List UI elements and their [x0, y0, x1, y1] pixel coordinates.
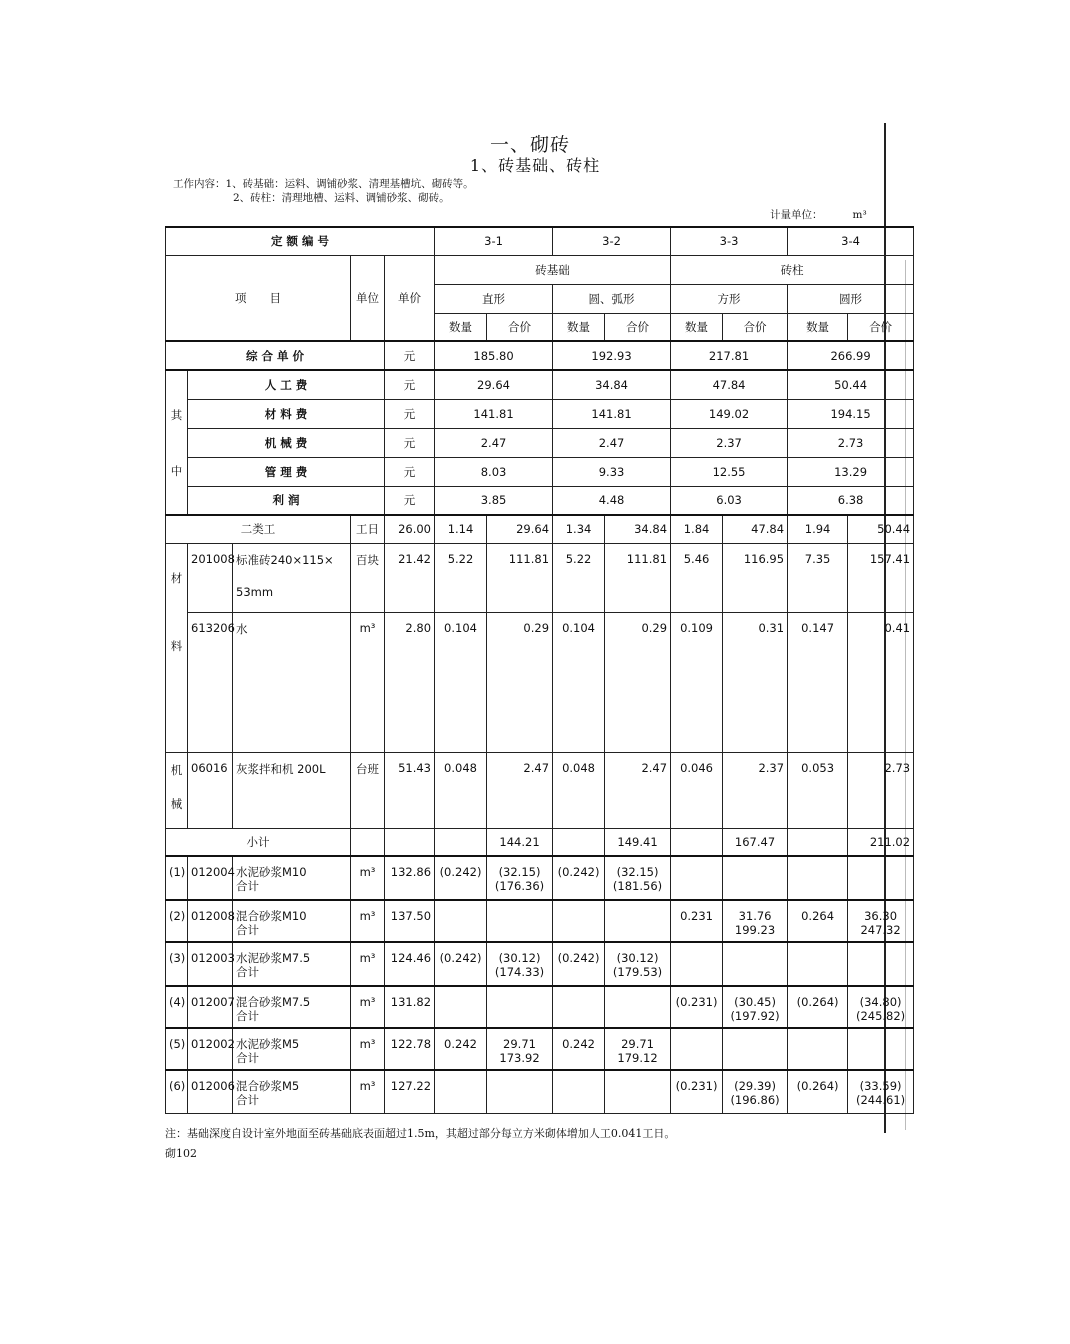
material-cell: 0.109: [671, 612, 723, 752]
cost-value: 3.85: [435, 486, 553, 515]
mortar-cell-total: (196.86): [730, 1093, 780, 1107]
subtotal-value: 167.47: [723, 828, 788, 856]
code-row: [166, 227, 914, 255]
mortar-cell: [435, 942, 487, 986]
mortar-no: (2): [166, 900, 188, 942]
mortar-cell-line: (0.242): [557, 865, 600, 879]
subtotal-value: 144.21: [487, 828, 553, 856]
section-title: 一、砌砖: [489, 134, 570, 156]
mortar-cell: [435, 1028, 487, 1070]
material-code: 613206: [188, 612, 233, 752]
mortar-cell-line: 0.242: [562, 1037, 595, 1051]
labor-cell: 1.34: [553, 515, 605, 543]
mortar-cell-total: (181.56): [612, 879, 663, 893]
mortar-name-line: 混合砂浆M7.5: [236, 995, 311, 1009]
mortar-cell-total: 247.32: [860, 923, 901, 937]
mortar-unit: m³: [351, 942, 385, 986]
summary-value: 217.81: [671, 341, 788, 370]
mortar-name: [233, 942, 351, 986]
mortar-no: (5): [166, 1028, 188, 1070]
mortar-cell: [788, 986, 848, 1028]
mortar-cell: [435, 1070, 487, 1113]
material-price: 21.42: [385, 543, 435, 612]
work-content: [173, 177, 474, 205]
cost-name: 人 工 费: [188, 370, 385, 399]
cost-value: 29.64: [435, 370, 553, 399]
sum-header: 合价: [848, 313, 914, 341]
cost-row-management: [166, 457, 914, 486]
labor-cell: 47.84: [723, 515, 788, 543]
cost-unit: 元: [385, 457, 435, 486]
subtotal-label: 小计: [166, 828, 351, 856]
mortar-cell-total: 173.92: [499, 1051, 540, 1065]
mortar-price: 137.50: [385, 900, 435, 942]
cost-name: 利 润: [188, 486, 385, 515]
type-round: 圆形: [788, 284, 914, 313]
cost-name: 管 理 费: [188, 457, 385, 486]
mortar-cell: [605, 1070, 671, 1113]
cost-value: 34.84: [553, 370, 671, 399]
labor-cell: 1.14: [435, 515, 487, 543]
cost-value: 2.73: [788, 428, 914, 457]
qty-header: 数量: [553, 313, 605, 341]
mortar-cell-line: (0.264): [796, 1079, 839, 1093]
machine-row: [166, 752, 914, 828]
cost-unit: 元: [385, 428, 435, 457]
mortar-cell-line: 36.30: [864, 909, 898, 923]
material-cell: 0.41: [848, 612, 914, 752]
mortar-name-total: 合计: [236, 923, 259, 937]
material-cell: 0.29: [605, 612, 671, 752]
material-unit: m³: [351, 612, 385, 752]
cost-unit: 元: [385, 486, 435, 515]
mortar-name-line: 水泥砂浆M10: [236, 865, 307, 879]
mortar-code: 012007: [188, 986, 233, 1028]
material-cell: 111.81: [605, 543, 671, 612]
mortar-name-total: 合计: [236, 1009, 259, 1023]
mortar-no: (6): [166, 1070, 188, 1113]
qty-header: 数量: [788, 313, 848, 341]
cost-row-machine: [166, 428, 914, 457]
mortar-cell: [671, 986, 723, 1028]
group-brick-foundation: 砖基础: [435, 255, 671, 284]
labor-name: 二类工: [166, 515, 351, 543]
material-label: 材 料: [166, 543, 188, 752]
mortar-cell: [723, 986, 788, 1028]
mortar-name: [233, 900, 351, 942]
code-label: 定 额 编 号: [166, 227, 435, 255]
cost-name: 机 械 费: [188, 428, 385, 457]
mortar-cell-total: (179.53): [612, 965, 663, 979]
mortar-code: 012002: [188, 1028, 233, 1070]
mortar-cell-line: (30.45): [734, 995, 776, 1009]
mortar-cell-line: 31.76: [738, 909, 772, 923]
mortar-name-line: 水泥砂浆M7.5: [236, 951, 311, 965]
mortar-name-line: 混合砂浆M10: [236, 909, 307, 923]
labor-cell: 1.94: [788, 515, 848, 543]
material-name: 标准砖240×115× 53mm: [233, 543, 351, 612]
mortar-cell: [671, 900, 723, 942]
material-cell: 0.104: [435, 612, 487, 752]
mortar-cell-line: (30.12): [616, 951, 659, 965]
mortar-price: 132.86: [385, 856, 435, 900]
cost-value: 13.29: [788, 457, 914, 486]
mortar-cell: [723, 942, 788, 986]
material-cell: 0.104: [553, 612, 605, 752]
mortar-cell-line: 0.231: [680, 909, 714, 923]
mortar-no: (3): [166, 942, 188, 986]
material-cell: 5.22: [553, 543, 605, 612]
mortar-price: 131.82: [385, 986, 435, 1028]
mortar-name-total: 合计: [236, 1051, 259, 1065]
material-price: 2.80: [385, 612, 435, 752]
mortar-cell-line: (30.12): [498, 951, 541, 965]
mortar-unit: m³: [351, 856, 385, 900]
mortar-cell: [553, 1028, 605, 1070]
mortar-price: 122.78: [385, 1028, 435, 1070]
cost-value: 50.44: [788, 370, 914, 399]
mortar-cell: [487, 856, 553, 900]
labor-cell: 34.84: [605, 515, 671, 543]
item-header: 项 目: [166, 255, 351, 341]
mortar-code: 012008: [188, 900, 233, 942]
mortar-cell: [848, 1070, 914, 1113]
summary-row: [166, 341, 914, 370]
cost-value: 2.37: [671, 428, 788, 457]
mortar-no: (4): [166, 986, 188, 1028]
sum-header: 合价: [605, 313, 671, 341]
mortar-cell-line: (29.39): [734, 1079, 776, 1093]
mortar-name-total: 合计: [236, 879, 259, 893]
mortar-cell: [435, 900, 487, 942]
mortar-name: [233, 856, 351, 900]
mortar-cell-line: (0.242): [557, 951, 600, 965]
measure-unit-value: m³: [852, 209, 867, 221]
machine-cell: 0.053: [788, 752, 848, 828]
mortar-cell: [553, 986, 605, 1028]
mortar-cell-total: (174.33): [494, 965, 545, 979]
mortar-cell: [487, 986, 553, 1028]
header-group-row: [166, 255, 914, 284]
labor-price: 26.00: [385, 515, 435, 543]
summary-value: 185.80: [435, 341, 553, 370]
cost-value: 2.47: [553, 428, 671, 457]
mortar-unit: m³: [351, 986, 385, 1028]
mortar-cell-line: (34.80): [859, 995, 902, 1009]
cost-row-profit: [166, 486, 914, 515]
qty-header: 数量: [435, 313, 487, 341]
mortar-cell: [788, 1028, 848, 1070]
mortar-cell: [848, 900, 914, 942]
cost-value: 47.84: [671, 370, 788, 399]
mortar-cell: [487, 1028, 553, 1070]
material-cell: 111.81: [487, 543, 553, 612]
mortar-code: 012006: [188, 1070, 233, 1113]
subtotal-value: 211.02: [848, 828, 914, 856]
material-cell: 5.46: [671, 543, 723, 612]
mortar-cell: [605, 986, 671, 1028]
of-which-label: 其 中: [166, 370, 188, 515]
mortar-rows: [166, 856, 914, 1113]
mortar-cell-line: (33.59): [859, 1079, 902, 1093]
machine-cell: 2.47: [605, 752, 671, 828]
mortar-name-line: 水泥砂浆M5: [236, 1037, 300, 1051]
type-square: 方形: [671, 284, 788, 313]
mortar-cell: [848, 986, 914, 1028]
quota-table: [165, 226, 914, 1114]
mortar-cell: [487, 900, 553, 942]
group-brick-column: 砖柱: [671, 255, 914, 284]
mortar-cell-line: 0.242: [444, 1037, 477, 1051]
work-content-line-1: 工作内容：1、砖基础：运料、调铺砂浆、清理基槽坑、砌砖等。: [173, 178, 474, 190]
quota-table-container: [165, 226, 911, 1118]
cost-value: 141.81: [435, 399, 553, 428]
mortar-cell-total: (245.82): [855, 1009, 906, 1023]
price-header: 单价: [385, 255, 435, 341]
material-unit: 百块: [351, 543, 385, 612]
mortar-cell: [671, 1070, 723, 1113]
cost-unit: 元: [385, 370, 435, 399]
unit-header: 单位: [351, 255, 385, 341]
mortar-cell: [435, 856, 487, 900]
labor-unit: 工日: [351, 515, 385, 543]
measure-unit-label: 计量单位：: [770, 209, 823, 221]
cost-value: 12.55: [671, 457, 788, 486]
measure-unit: [770, 207, 867, 222]
mortar-cell: [848, 856, 914, 900]
machine-code: 06016: [188, 752, 233, 828]
mortar-name: [233, 986, 351, 1028]
summary-label: 综 合 单 价: [166, 341, 385, 370]
code-3-3: 3-3: [671, 227, 788, 255]
mortar-cell: [553, 942, 605, 986]
mortar-cell: [487, 1070, 553, 1113]
mortar-cell: [553, 900, 605, 942]
mortar-cell-line: (0.242): [439, 865, 482, 879]
machine-cell: 2.47: [487, 752, 553, 828]
mortar-row: [166, 900, 914, 942]
material-name: 水: [233, 612, 351, 752]
mortar-cell: [435, 986, 487, 1028]
footnote: 注：基础深度自设计室外地面至砖基础底表面超过1.5m，其超过部分每立方米砌体增加人工0.041工日。: [165, 1127, 676, 1140]
mortar-cell: [788, 1070, 848, 1113]
mortar-name-line: 混合砂浆M5: [236, 1079, 300, 1093]
cost-name: 材 料 费: [188, 399, 385, 428]
machine-cell: 2.73: [848, 752, 914, 828]
cost-value: 6.03: [671, 486, 788, 515]
material-cell: 0.29: [487, 612, 553, 752]
mortar-cell-total: 179.12: [617, 1051, 658, 1065]
material-cell: 0.147: [788, 612, 848, 752]
mortar-unit: m³: [351, 900, 385, 942]
mortar-cell: [788, 856, 848, 900]
machine-cell: 2.37: [723, 752, 788, 828]
mortar-cell: [723, 1070, 788, 1113]
mortar-cell: [788, 942, 848, 986]
mortar-cell: [487, 942, 553, 986]
mortar-cell-total: 199.23: [734, 923, 776, 937]
cost-value: 141.81: [553, 399, 671, 428]
mortar-row: [166, 1028, 914, 1070]
mortar-cell-line: (0.242): [439, 951, 482, 965]
labor-cell: 1.84: [671, 515, 723, 543]
mortar-cell: [605, 942, 671, 986]
code-3-4: 3-4: [788, 227, 914, 255]
cost-value: 194.15: [788, 399, 914, 428]
sum-header: 合价: [723, 313, 788, 341]
mortar-cell-line: 29.71: [503, 1037, 536, 1051]
mortar-cell-total: (176.36): [494, 879, 545, 893]
material-cell: 0.31: [723, 612, 788, 752]
mortar-name-total: 合计: [236, 1093, 259, 1107]
cost-unit: 元: [385, 399, 435, 428]
mortar-name: [233, 1028, 351, 1070]
page-number: 砌102: [165, 1147, 197, 1160]
mortar-cell: [723, 900, 788, 942]
cost-value: 9.33: [553, 457, 671, 486]
sum-header: 合价: [487, 313, 553, 341]
mortar-row: [166, 1070, 914, 1113]
qty-header: 数量: [671, 313, 723, 341]
mortar-row: [166, 856, 914, 900]
mortar-cell-line: (32.15): [616, 865, 659, 879]
cost-value: 4.48: [553, 486, 671, 515]
mortar-unit: m³: [351, 1070, 385, 1113]
machine-cell: 0.046: [671, 752, 723, 828]
mortar-cell: [671, 1028, 723, 1070]
mortar-cell: [671, 942, 723, 986]
material-cell: 157.41: [848, 543, 914, 612]
machine-label: 机 械: [166, 752, 188, 828]
mortar-unit: m³: [351, 1028, 385, 1070]
mortar-code: 012003: [188, 942, 233, 986]
mortar-cell-line: (0.231): [675, 995, 718, 1009]
material-row-water: [166, 612, 914, 752]
machine-price: 51.43: [385, 752, 435, 828]
mortar-cell-line: (0.264): [796, 995, 839, 1009]
type-curved: 圆、弧形: [553, 284, 671, 313]
mortar-cell-line: (0.231): [675, 1079, 718, 1093]
mortar-cell-total: (244.61): [855, 1093, 906, 1107]
mortar-cell: [605, 856, 671, 900]
subtotal-value: 149.41: [605, 828, 671, 856]
labor-cell: 29.64: [487, 515, 553, 543]
material-cell: 5.22: [435, 543, 487, 612]
mortar-cell: [848, 942, 914, 986]
summary-value: 266.99: [788, 341, 914, 370]
machine-name: 灰浆拌和机 200L: [233, 752, 351, 828]
summary-unit: 元: [385, 341, 435, 370]
labor-cell: 50.44: [848, 515, 914, 543]
summary-value: 192.93: [553, 341, 671, 370]
machine-cell: 0.048: [435, 752, 487, 828]
cost-value: 149.02: [671, 399, 788, 428]
subtotal-row: [166, 828, 914, 856]
mortar-cell-line: 29.71: [621, 1037, 654, 1051]
subsection-title: 1、砖基础、砖柱: [469, 156, 601, 175]
mortar-cell: [605, 900, 671, 942]
mortar-cell: [605, 1028, 671, 1070]
mortar-name-total: 合计: [236, 965, 259, 979]
mortar-row: [166, 942, 914, 986]
work-content-line-2: 2、砖柱：清理地槽、运料、调铺砂浆、砌砖。: [233, 192, 450, 204]
mortar-no: (1): [166, 856, 188, 900]
material-code: 201008: [188, 543, 233, 612]
cost-row-labor: [166, 370, 914, 399]
mortar-cell-total: (197.92): [730, 1009, 780, 1023]
cost-value: 6.38: [788, 486, 914, 515]
cost-value: 8.03: [435, 457, 553, 486]
mortar-cell: [788, 900, 848, 942]
mortar-cell: [848, 1028, 914, 1070]
mortar-row: [166, 986, 914, 1028]
mortar-cell: [553, 1070, 605, 1113]
mortar-name: [233, 1070, 351, 1113]
cost-row-material: [166, 399, 914, 428]
mortar-price: 124.46: [385, 942, 435, 986]
type-straight: 直形: [435, 284, 553, 313]
cost-value: 2.47: [435, 428, 553, 457]
machine-unit: 台班: [351, 752, 385, 828]
mortar-cell-line: (32.15): [498, 865, 541, 879]
mortar-price: 127.22: [385, 1070, 435, 1113]
mortar-cell: [723, 1028, 788, 1070]
code-3-1: 3-1: [435, 227, 553, 255]
mortar-code: 012004: [188, 856, 233, 900]
mortar-cell: [553, 856, 605, 900]
material-cell: 116.95: [723, 543, 788, 612]
material-row-brick: [166, 543, 914, 612]
mortar-cell: [723, 856, 788, 900]
material-cell: 7.35: [788, 543, 848, 612]
code-3-2: 3-2: [553, 227, 671, 255]
labor-row: [166, 515, 914, 543]
mortar-cell: [671, 856, 723, 900]
machine-cell: 0.048: [553, 752, 605, 828]
mortar-cell-line: 0.264: [801, 909, 835, 923]
